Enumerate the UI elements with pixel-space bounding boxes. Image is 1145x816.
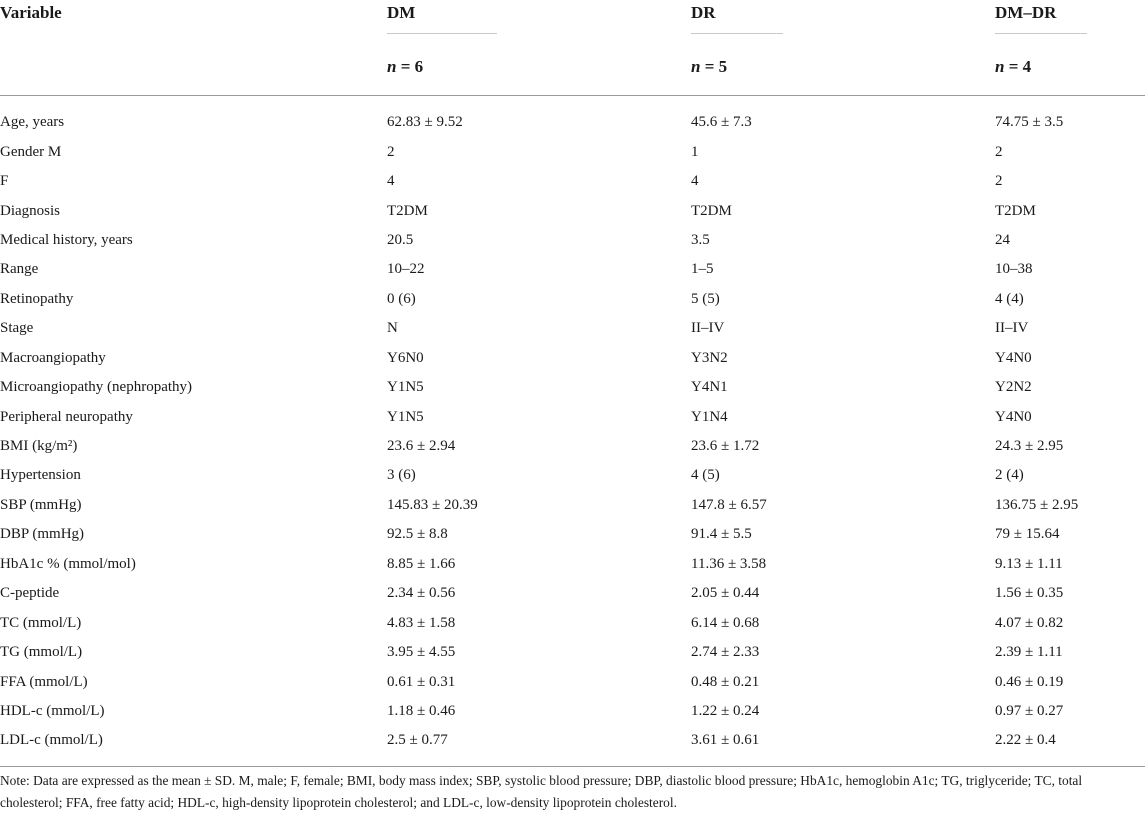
- cell-dr: II–IV: [691, 320, 725, 337]
- cell-dmdr: II–IV: [995, 320, 1029, 337]
- table-row: [0, 137, 1145, 166]
- cell-dr: T2DM: [691, 202, 732, 219]
- cell-variable: Macroangiopathy: [0, 349, 106, 366]
- sample-size-blank: [0, 39, 387, 96]
- cell-dr: 11.36 ± 3.58: [691, 555, 767, 572]
- n-value: = 5: [700, 57, 728, 76]
- table-row: [0, 638, 1145, 667]
- table-row: [0, 726, 1145, 766]
- cell-dmdr: 0.46 ± 0.19: [995, 673, 1064, 690]
- table-row: [0, 167, 1145, 196]
- cell-dm: 4.83 ± 1.58: [387, 614, 456, 631]
- cell-dr: 3.5: [691, 231, 710, 248]
- cell-dr: 45.6 ± 7.3: [691, 114, 752, 131]
- cell-dmdr: 2.22 ± 0.4: [995, 732, 1056, 749]
- cell-dm: 23.6 ± 2.94: [387, 438, 456, 455]
- cell-dmdr: 4 (4): [995, 290, 1024, 307]
- group-label-dmdr: DM–DR: [995, 3, 1057, 22]
- n-symbol: n: [691, 57, 701, 76]
- table-row: [0, 667, 1145, 696]
- header-group-dm: [387, 0, 691, 39]
- cell-variable: Gender M: [0, 143, 62, 160]
- cell-dmdr: Y4N0: [995, 408, 1032, 425]
- cell-dm: 3.95 ± 4.55: [387, 644, 456, 661]
- sample-size-dr: [691, 39, 995, 96]
- table-row: [0, 432, 1145, 461]
- cell-variable: C-peptide: [0, 585, 60, 602]
- cell-variable: F: [0, 173, 9, 190]
- header-variable: Variable: [0, 3, 62, 22]
- cell-variable: Medical history, years: [0, 231, 133, 248]
- table-row: [0, 196, 1145, 225]
- header-group-dr: [691, 0, 995, 39]
- cell-dr: 0.48 ± 0.21: [691, 673, 760, 690]
- table-row: [0, 491, 1145, 520]
- cell-dm: Y1N5: [387, 379, 424, 396]
- sample-size-dmdr: [995, 39, 1145, 96]
- table-row: [0, 314, 1145, 343]
- cell-dm: N: [387, 320, 398, 337]
- cell-dmdr: 2.39 ± 1.11: [995, 644, 1063, 661]
- cell-dr: 91.4 ± 5.5: [691, 526, 752, 543]
- table-row: [0, 402, 1145, 431]
- cell-dr: 4 (5): [691, 467, 720, 484]
- cell-dr: 1: [691, 143, 699, 160]
- cell-dm: 20.5: [387, 231, 414, 248]
- cell-dmdr: Y4N0: [995, 349, 1032, 366]
- cell-variable: Microangiopathy (nephropathy): [0, 379, 193, 396]
- cell-variable: Stage: [0, 320, 34, 337]
- cell-dm: 8.85 ± 1.66: [387, 555, 456, 572]
- cell-dm: 0.61 ± 0.31: [387, 673, 456, 690]
- cell-dmdr: 2 (4): [995, 467, 1024, 484]
- cell-variable: SBP (mmHg): [0, 496, 82, 513]
- n-value: = 6: [396, 57, 424, 76]
- cell-variable: Range: [0, 261, 39, 278]
- cell-variable: FFA (mmol/L): [0, 673, 88, 690]
- cell-dm: Y6N0: [387, 349, 424, 366]
- sample-size-row: [0, 39, 1145, 96]
- cell-dmdr: 0.97 ± 0.27: [995, 702, 1064, 719]
- table-row: [0, 96, 1145, 138]
- cell-dmdr: 1.56 ± 0.35: [995, 585, 1064, 602]
- cell-dr: 1.22 ± 0.24: [691, 702, 760, 719]
- cell-variable: HDL-c (mmol/L): [0, 702, 105, 719]
- header-row: [0, 0, 1145, 39]
- cell-variable: DBP (mmHg): [0, 526, 85, 543]
- cell-variable: TC (mmol/L): [0, 614, 82, 631]
- table-row: [0, 285, 1145, 314]
- cell-dr: 1–5: [691, 261, 714, 278]
- cell-variable: Peripheral neuropathy: [0, 408, 133, 425]
- cell-dmdr: 4.07 ± 0.82: [995, 614, 1064, 631]
- cell-dm: 1.18 ± 0.46: [387, 702, 456, 719]
- header-group-dmdr: [995, 0, 1145, 39]
- cell-dr: Y4N1: [691, 379, 728, 396]
- cell-dm: 62.83 ± 9.52: [387, 114, 463, 131]
- group-label-dr: DR: [691, 3, 716, 22]
- table-row: [0, 520, 1145, 549]
- cell-dr: 3.61 ± 0.61: [691, 732, 760, 749]
- cell-variable: Diagnosis: [0, 202, 60, 219]
- cell-dm: 3 (6): [387, 467, 416, 484]
- cell-dm: 92.5 ± 8.8: [387, 526, 448, 543]
- table-row: [0, 255, 1145, 284]
- cell-dmdr: 74.75 ± 3.5: [995, 114, 1064, 131]
- cell-dm: Y1N5: [387, 408, 424, 425]
- cell-variable: TG (mmol/L): [0, 644, 83, 661]
- group-rule-dmdr: [995, 33, 1087, 34]
- cell-dmdr: 24: [995, 231, 1010, 248]
- table-row: [0, 344, 1145, 373]
- n-value: = 4: [1004, 57, 1032, 76]
- table-row: [0, 697, 1145, 726]
- cell-variable: HbA1c % (mmol/mol): [0, 555, 136, 572]
- cell-dmdr: 136.75 ± 2.95: [995, 496, 1079, 513]
- cell-dr: Y1N4: [691, 408, 728, 425]
- cell-dr: Y3N2: [691, 349, 728, 366]
- group-rule-dr: [691, 33, 783, 34]
- cell-dmdr: Y2N2: [995, 379, 1032, 396]
- cell-dm: 2: [387, 143, 395, 160]
- group-label-dm: DM: [387, 3, 416, 22]
- table-row: [0, 550, 1145, 579]
- table-note: Note: Data are expressed as the mean ± SD. M, male; F, female; BMI, body mass index; SBP, systolic blood pressure; DBP, diastolic blood pressure; HbA1c, hemoglobin A1c; TG, triglyceride; TC, total cholesterol; FFA, free fatty acid; HDL-c, high-density lipoprotein cholesterol; and LDL-c, low-density lipoprotein cholesterol.: [0, 773, 1083, 810]
- table-row: [0, 226, 1145, 255]
- cell-dmdr: 9.13 ± 1.11: [995, 555, 1063, 572]
- cell-dm: 10–22: [387, 261, 425, 278]
- cell-dr: 4: [691, 173, 699, 190]
- cell-variable: Age, years: [0, 114, 65, 131]
- cell-variable: LDL-c (mmol/L): [0, 732, 103, 749]
- n-symbol: n: [387, 57, 397, 76]
- cell-dmdr: 2: [995, 143, 1003, 160]
- cell-dmdr: 24.3 ± 2.95: [995, 438, 1064, 455]
- cell-dm: T2DM: [387, 202, 428, 219]
- n-symbol: n: [995, 57, 1005, 76]
- cell-dr: 5 (5): [691, 290, 720, 307]
- cell-variable: Hypertension: [0, 467, 81, 484]
- cell-dr: 2.05 ± 0.44: [691, 585, 760, 602]
- cell-dm: 2.34 ± 0.56: [387, 585, 456, 602]
- table-row: [0, 373, 1145, 402]
- table-row: [0, 608, 1145, 637]
- cell-dr: 147.8 ± 6.57: [691, 496, 767, 513]
- table-body: [0, 96, 1145, 767]
- cell-dmdr: 2: [995, 173, 1003, 190]
- cell-dmdr: 79 ± 15.64: [995, 526, 1060, 543]
- cell-dr: 2.74 ± 2.33: [691, 644, 760, 661]
- cell-dm: 0 (6): [387, 290, 416, 307]
- cell-dm: 145.83 ± 20.39: [387, 496, 478, 513]
- cell-dr: 6.14 ± 0.68: [691, 614, 760, 631]
- cell-variable: BMI (kg/m²): [0, 438, 78, 455]
- cell-dm: 4: [387, 173, 395, 190]
- table-row: [0, 579, 1145, 608]
- cell-dmdr: 10–38: [995, 261, 1033, 278]
- cell-variable: Retinopathy: [0, 290, 74, 307]
- cell-dr: 23.6 ± 1.72: [691, 438, 760, 455]
- group-rule-dm: [387, 33, 497, 34]
- sample-size-dm: [387, 39, 691, 96]
- cell-dmdr: T2DM: [995, 202, 1036, 219]
- cell-dm: 2.5 ± 0.77: [387, 732, 448, 749]
- table-row: [0, 461, 1145, 490]
